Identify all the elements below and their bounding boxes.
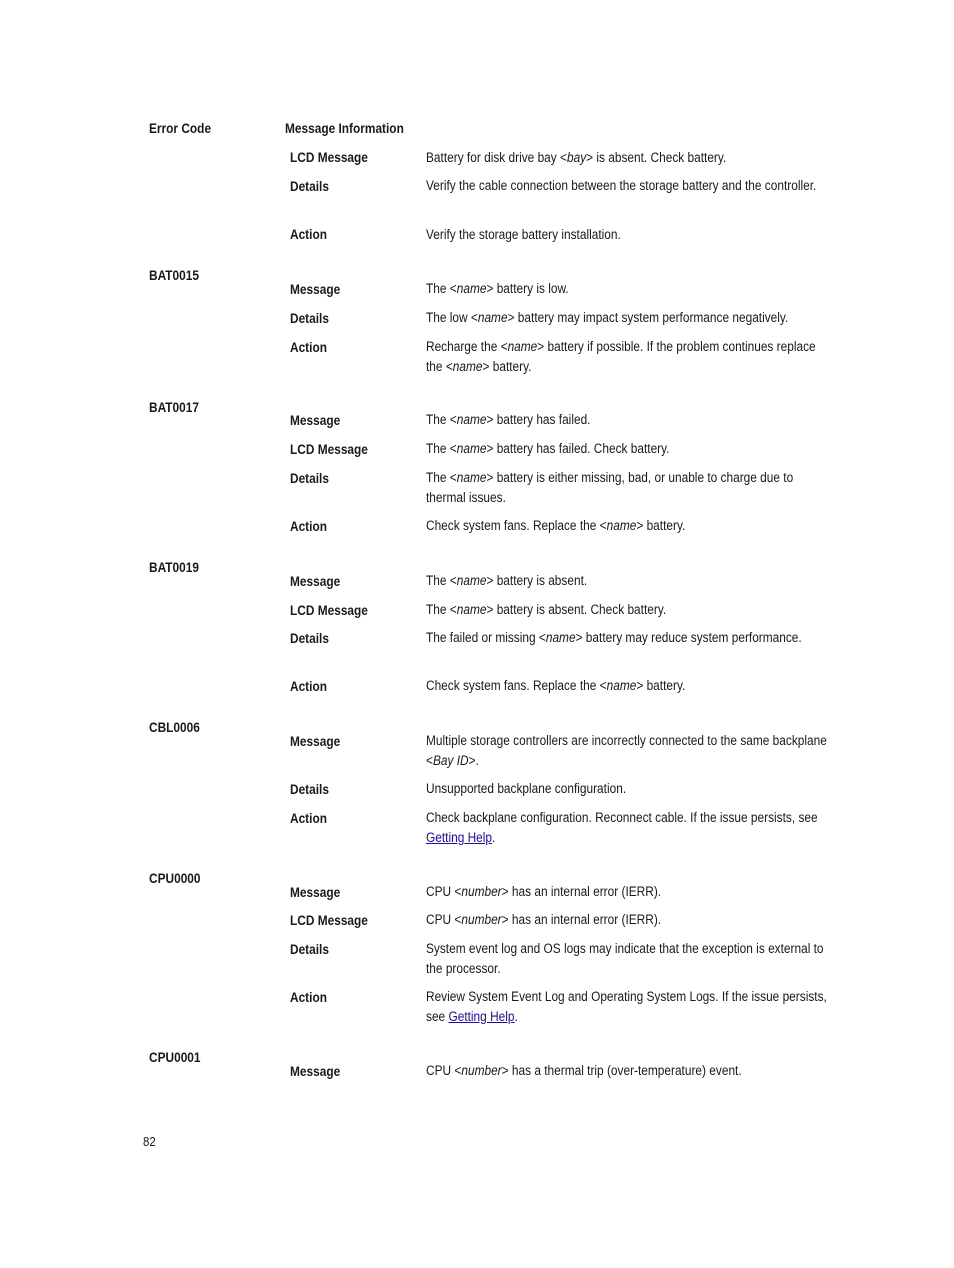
value-details: The low <name> battery may impact system performance negatively. (426, 310, 789, 325)
value-message: The <name> battery is low. (426, 281, 569, 296)
value-details: The <name> battery is either missing, bad, or unable to charge due to thermal issues. (426, 470, 794, 505)
label-message: Message (290, 1064, 341, 1079)
label-details: Details (290, 782, 329, 797)
value-action: Recharge the <name> battery if possible. If the problem continues replace the <name> battery. (426, 339, 816, 374)
label-message: Message (290, 282, 341, 297)
value-details: System event log and OS logs may indicate that the exception is external to the processor. (426, 941, 824, 976)
label-details: Details (290, 942, 329, 957)
label-lcd-message: LCD Message (290, 603, 368, 618)
page-number: 82 (143, 1134, 156, 1149)
value-lcd-message: The <name> battery is absent. Check battery. (426, 602, 667, 617)
label-action: Action (290, 990, 327, 1005)
label-action: Action (290, 519, 327, 534)
error-code-cbl0006: CBL0006 (149, 720, 200, 735)
value-message: CPU <number> has an internal error (IERR). (426, 884, 662, 899)
value-lcd-message: Battery for disk drive bay <bay> is absent. Check battery. (426, 150, 727, 165)
label-details: Details (290, 179, 329, 194)
label-lcd-message: LCD Message (290, 913, 368, 928)
getting-help-link[interactable]: Getting Help (426, 829, 493, 845)
error-code-cpu0001: CPU0001 (149, 1050, 201, 1065)
label-action: Action (290, 811, 327, 826)
error-code-bat0019: BAT0019 (149, 560, 199, 575)
label-lcd-message: LCD Message (290, 150, 368, 165)
value-action: Check system fans. Replace the <name> battery. (426, 678, 686, 693)
value-details: The failed or missing <name> battery may reduce system performance. (426, 630, 802, 645)
error-code-cpu0000: CPU0000 (149, 871, 201, 886)
label-message: Message (290, 734, 341, 749)
value-action: Check backplane configuration. Reconnect cable. If the issue persists, see Getting Help. (426, 810, 818, 845)
error-code-bat0017: BAT0017 (149, 400, 199, 415)
error-code-bat0015: BAT0015 (149, 268, 199, 283)
label-message: Message (290, 413, 341, 428)
column-header-message-information: Message Information (285, 121, 404, 136)
label-details: Details (290, 311, 329, 326)
value-details: Unsupported backplane configuration. (426, 781, 627, 796)
label-action: Action (290, 679, 327, 694)
value-message: CPU <number> has a thermal trip (over-temperature) event. (426, 1063, 742, 1078)
label-message: Message (290, 885, 341, 900)
value-action: Check system fans. Replace the <name> battery. (426, 518, 686, 533)
value-message: Multiple storage controllers are incorrectly connected to the same backplane <Bay ID>. (426, 733, 827, 768)
value-lcd-message: The <name> battery has failed. Check battery. (426, 441, 670, 456)
value-action: Verify the storage battery installation. (426, 227, 621, 242)
column-header-error-code: Error Code (149, 121, 212, 136)
value-action: Review System Event Log and Operating System Logs. If the issue persists, see Getting Help. (426, 989, 827, 1024)
label-action: Action (290, 227, 327, 242)
label-lcd-message: LCD Message (290, 442, 368, 457)
value-details: Verify the cable connection between the storage battery and the controller. (426, 178, 817, 193)
label-details: Details (290, 471, 329, 486)
getting-help-link[interactable]: Getting Help (448, 1008, 515, 1024)
label-message: Message (290, 574, 341, 589)
value-message: The <name> battery has failed. (426, 412, 591, 427)
label-action: Action (290, 340, 327, 355)
value-lcd-message: CPU <number> has an internal error (IERR). (426, 912, 662, 927)
value-message: The <name> battery is absent. (426, 573, 588, 588)
label-details: Details (290, 631, 329, 646)
